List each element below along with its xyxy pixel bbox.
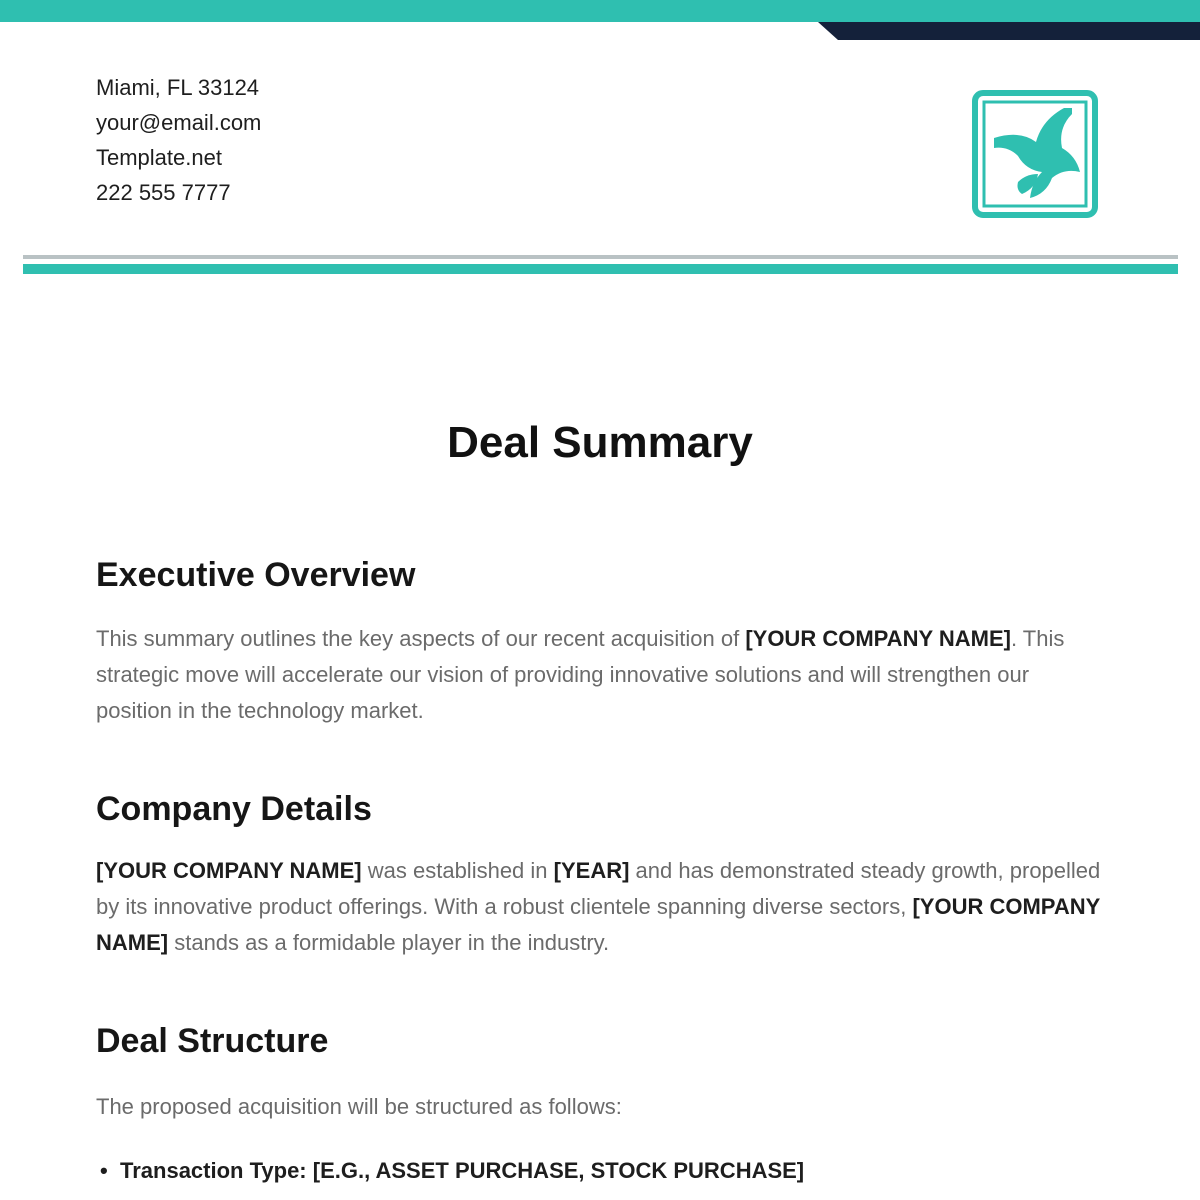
header-divider-teal xyxy=(23,264,1178,274)
section-heading: Deal Structure xyxy=(96,1022,329,1060)
deal-structure-list xyxy=(96,1153,1106,1189)
placeholder-company-name: [YOUR COMPANY NAME] xyxy=(96,858,362,883)
email-text: your@email.com xyxy=(96,110,262,135)
body-text: and has demonstrated steady growth, propelled by its innovative product offerings. With a robust clientele spanning diverse sectors, xyxy=(96,858,1101,919)
section-deal-structure xyxy=(96,1022,1106,1189)
header-divider-gray xyxy=(23,255,1178,259)
list-item: • Transaction Type: [E.G., ASSET PURCHASE, STOCK PURCHASE] xyxy=(96,1153,1106,1189)
body-text: The proposed acquisition will be structured as follows: xyxy=(96,1094,622,1119)
body-text: This summary outlines the key aspects of our recent acquisition of xyxy=(96,626,746,651)
body-text: was established in xyxy=(361,858,554,883)
website-text: Template.net xyxy=(96,145,222,170)
placeholder-company-name: [YOUR COMPANY NAME] xyxy=(745,626,1011,651)
placeholder-company-name: [YOUR COMPANY NAME] xyxy=(96,894,1100,955)
section-heading: Company Details xyxy=(96,790,372,828)
section-company-details xyxy=(96,790,1106,961)
company-logo-icon xyxy=(972,90,1098,218)
section-heading: Executive Overview xyxy=(96,556,416,594)
body-text: stands as a formidable player in the industry. xyxy=(168,930,610,955)
phone-text: 222 555 7777 xyxy=(96,180,231,205)
section-executive-overview xyxy=(96,556,1106,729)
body-text: . This strategic move will accelerate our vision of providing innovative solutions and will strengthen our position in the technology market. xyxy=(96,626,1065,723)
section-body xyxy=(96,1089,1106,1125)
address-text: Miami, FL 33124 xyxy=(96,75,260,100)
section-body xyxy=(96,853,1106,961)
placeholder-year: [YEAR] xyxy=(553,858,630,883)
contact-block xyxy=(96,70,261,210)
header-accent-band xyxy=(0,0,1200,40)
section-body xyxy=(96,621,1106,729)
document-title: Deal Summary xyxy=(447,418,753,467)
